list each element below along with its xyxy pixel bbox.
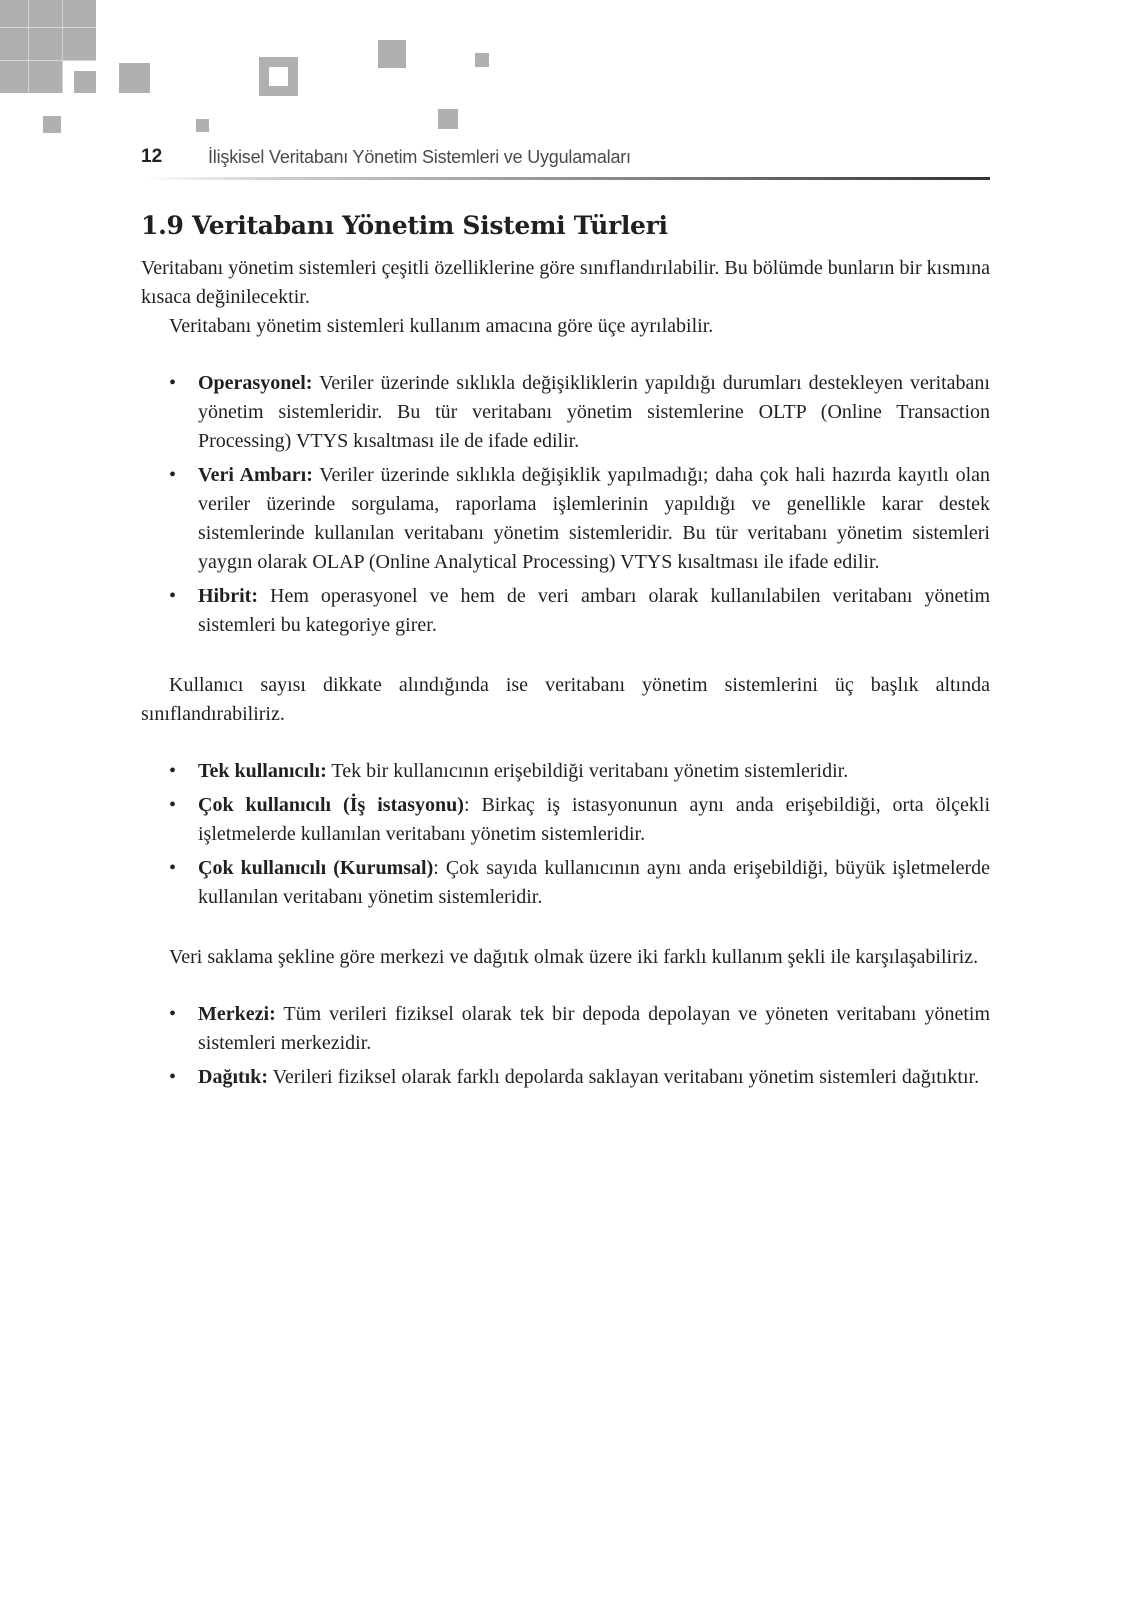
decor-grid-line bbox=[0, 27, 96, 28]
decor-square bbox=[196, 119, 209, 132]
users-intro-paragraph: Kullanıcı sayısı dikkate alındığında ise veritabanı yönetim sistemlerini üç başlık altında sınıflandırabiliriz. bbox=[141, 674, 990, 725]
decor-square bbox=[119, 63, 150, 93]
bullet-icon: • bbox=[169, 585, 177, 607]
list-item-term: Çok kullanıcılı (İş istasyonu) bbox=[198, 794, 464, 816]
list-item-text: Veriler üzerinde sıklıkla değişikliklerin yapıldığı durumları destekleyen veritabanı yönetim sistemleridir. Bu tür veritabanı yönetim sistemlerine OLTP (Online Transaction Processing) VTYS kısaltması ile de ifade edilir. bbox=[198, 372, 990, 452]
list-item-term: Merkezi: bbox=[198, 1003, 276, 1025]
decor-hollow-square bbox=[259, 57, 298, 96]
bullet-icon: • bbox=[169, 464, 177, 486]
decor-grid-line bbox=[62, 0, 63, 93]
decor-grid-line bbox=[0, 60, 96, 61]
book-title: İlişkisel Veritabanı Yönetim Sistemleri ve Uygulamaları bbox=[208, 147, 631, 167]
decor-square bbox=[43, 116, 61, 133]
list-item bbox=[141, 791, 990, 849]
list-item-text: : Çok sayıda kullanıcının aynı anda erişebildiği, büyük işletmelerde kullanılan veritabanı yönetim sistemleridir. bbox=[198, 857, 990, 908]
decor-square bbox=[378, 40, 406, 68]
bullet-icon: • bbox=[169, 857, 177, 879]
list-item bbox=[141, 1063, 990, 1092]
list-item-term: Çok kullanıcılı (Kurumsal) bbox=[198, 857, 434, 879]
list-item-text: Hem operasyonel ve hem de veri ambarı olarak kullanılabilen veritabanı yönetim sistemleri bu kategoriye girer. bbox=[198, 585, 990, 636]
bullet-icon: • bbox=[169, 794, 177, 816]
list-item bbox=[141, 1000, 990, 1058]
decor-square bbox=[74, 71, 96, 93]
bullet-icon: • bbox=[169, 1066, 177, 1088]
section-title: 1.9 Veritabanı Yönetim Sistemi Türleri bbox=[141, 211, 668, 240]
list-item bbox=[141, 369, 990, 456]
decor-square bbox=[0, 0, 96, 60]
list-item-term: Veri Ambarı: bbox=[198, 464, 313, 486]
list-item-text: Tek bir kullanıcının erişebildiği veritabanı yönetim sistemleridir. bbox=[326, 760, 849, 782]
usage-type-list bbox=[141, 369, 990, 640]
user-count-list bbox=[141, 757, 990, 912]
storage-type-list bbox=[141, 1000, 990, 1092]
list-item-term: Dağıtık: bbox=[198, 1066, 268, 1088]
bullet-icon: • bbox=[169, 372, 177, 394]
list-item bbox=[141, 582, 990, 640]
list-item-term: Operasyonel: bbox=[198, 372, 313, 394]
list-item bbox=[141, 461, 990, 577]
decor-grid-line bbox=[28, 0, 29, 93]
page-number: 12 bbox=[141, 146, 163, 167]
bullet-icon: • bbox=[169, 1003, 177, 1025]
list-item bbox=[141, 757, 990, 786]
list-item-text: Tüm verileri fiziksel olarak tek bir depoda depolayan ve yöneten veritabanı yönetim sistemleri merkezidir. bbox=[198, 1003, 990, 1054]
decor-square bbox=[475, 53, 489, 67]
storage-intro-paragraph: Veri saklama şekline göre merkezi ve dağıtık olmak üzere iki farklı kullanım şekli ile karşılaşabiliriz. bbox=[169, 946, 979, 968]
list-item-text: Verileri fiziksel olarak farklı depolarda saklayan veritabanı yönetim sistemleri dağıtıktır. bbox=[268, 1066, 980, 1088]
list-item-term: Hibrit: bbox=[198, 585, 258, 607]
header-rule bbox=[141, 177, 990, 180]
list-item-text: Veriler üzerinde sıklıkla değişiklik yapılmadığı; daha çok hali hazırda kayıtlı olan veriler üzerinde sorgulama, raporlama işlemlerinin yapıldığı ve genellikle karar destek sistemlerinde kullanılan veritabanı yönetim sistemleridir. Bu tür veritabanı yönetim sistemleri yaygın olarak OLAP (Online Analytical Processing) VTYS kısaltması ile ifade edilir. bbox=[198, 464, 991, 573]
intro-paragraph: Veritabanı yönetim sistemleri çeşitli özelliklerine göre sınıflandırılabilir. Bu bölümde bunların bir kısmına kısaca değinilecektir. bbox=[141, 257, 990, 308]
page-content bbox=[141, 210, 990, 1097]
usage-intro-paragraph: Veritabanı yönetim sistemleri kullanım amacına göre üçe ayrılabilir. bbox=[169, 315, 714, 337]
running-header bbox=[141, 146, 990, 176]
list-item bbox=[141, 854, 990, 912]
list-item-text: : Birkaç iş istasyonunun aynı anda erişebildiği, orta ölçekli işletmelerde kullanılan veritabanı yönetim sistemleridir. bbox=[198, 794, 991, 845]
bullet-icon: • bbox=[169, 760, 177, 782]
decor-square bbox=[438, 109, 458, 129]
decor-square bbox=[0, 60, 62, 93]
list-item-term: Tek kullanıcılı: bbox=[198, 760, 327, 782]
